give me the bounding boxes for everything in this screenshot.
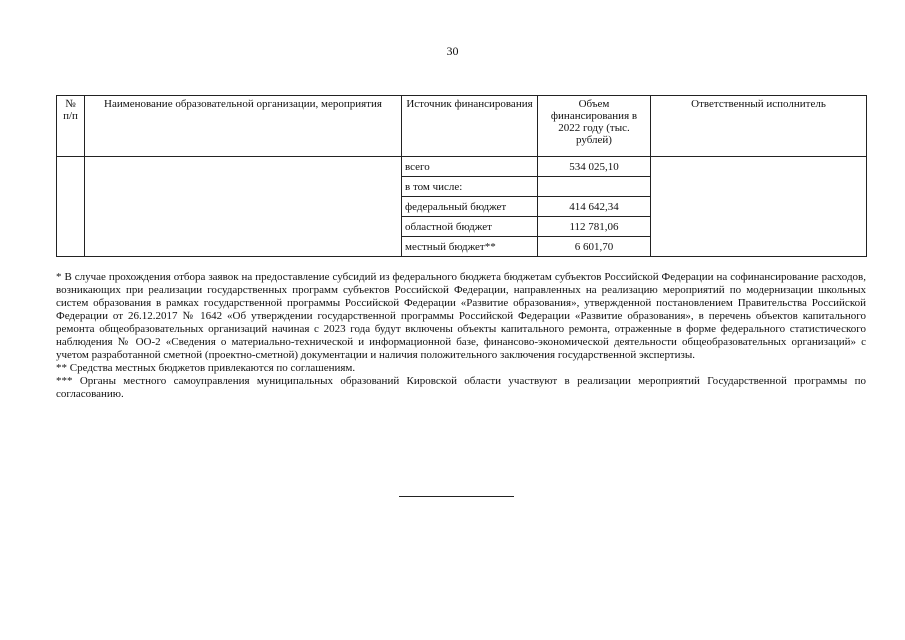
cell-source: всего [402, 157, 538, 177]
header-num: № п/п [57, 96, 85, 157]
header-name: Наименование образовательной организации, мероприятия [85, 96, 402, 157]
footnotes [56, 271, 866, 401]
cell-amount: 6 601,70 [538, 237, 651, 257]
cell-name [85, 157, 402, 257]
header-volume: Объем финансирования в 2022 году (тыс. рублей) [538, 96, 651, 157]
page-number: 30 [446, 44, 459, 58]
cell-amount: 112 781,06 [538, 217, 651, 237]
table-row [57, 157, 867, 177]
footnote-1: * В случае прохождения отбора заявок на предоставление субсидий из федерального бюджета бюджетам субъектов Российской Федерации на софинансирование расходов, возникающих при реализации государственных программ субъектов Российской Федерации, направленных на реализацию мероприятий по модернизации школьных систем образования в рамках государственной программы Российской Федерации «Развитие образования», утвержденной постановлением Правительства Российской Федерации от 26.12.2017 № 1642 «Об утверждении государственной программы Российской Федерации «Развитие образования», в перечень объектов капитального ремонта общеобразовательных организаций начиная с 2023 года будут включены объекты капитального ремонта, отраженные в форме федерального статистического наблюдения № ОО-2 «Сведения о материально-технической и информационной базе, финансово-экономической деятельности общеобразовательных организаций» с учетом разработанной сметной (проектно-сметной) документации и наличия положительного заключения государственной экспертизы. [56, 271, 866, 361]
footnote-2: ** Средства местных бюджетов привлекаются по соглашениям. [56, 362, 356, 374]
cell-amount: 414 642,34 [538, 197, 651, 217]
footnote-3: *** Органы местного самоуправления муниципальных образований Кировской области участвуют в реализации мероприятий Государственной программы по согласованию. [56, 375, 866, 400]
cell-source: местный бюджет** [402, 237, 538, 257]
header-source: Источник финансирования [402, 96, 538, 157]
cell-amount: 534 025,10 [538, 157, 651, 177]
cell-source: в том числе: [402, 177, 538, 197]
cell-source: федеральный бюджет [402, 197, 538, 217]
table-header-row [57, 96, 867, 157]
cell-responsible [651, 157, 867, 257]
cell-source: областной бюджет [402, 217, 538, 237]
cell-amount [538, 177, 651, 197]
financing-table [56, 95, 867, 257]
closing-separator-line [399, 496, 514, 497]
header-responsible: Ответственный исполнитель [651, 96, 867, 157]
cell-num [57, 157, 85, 257]
